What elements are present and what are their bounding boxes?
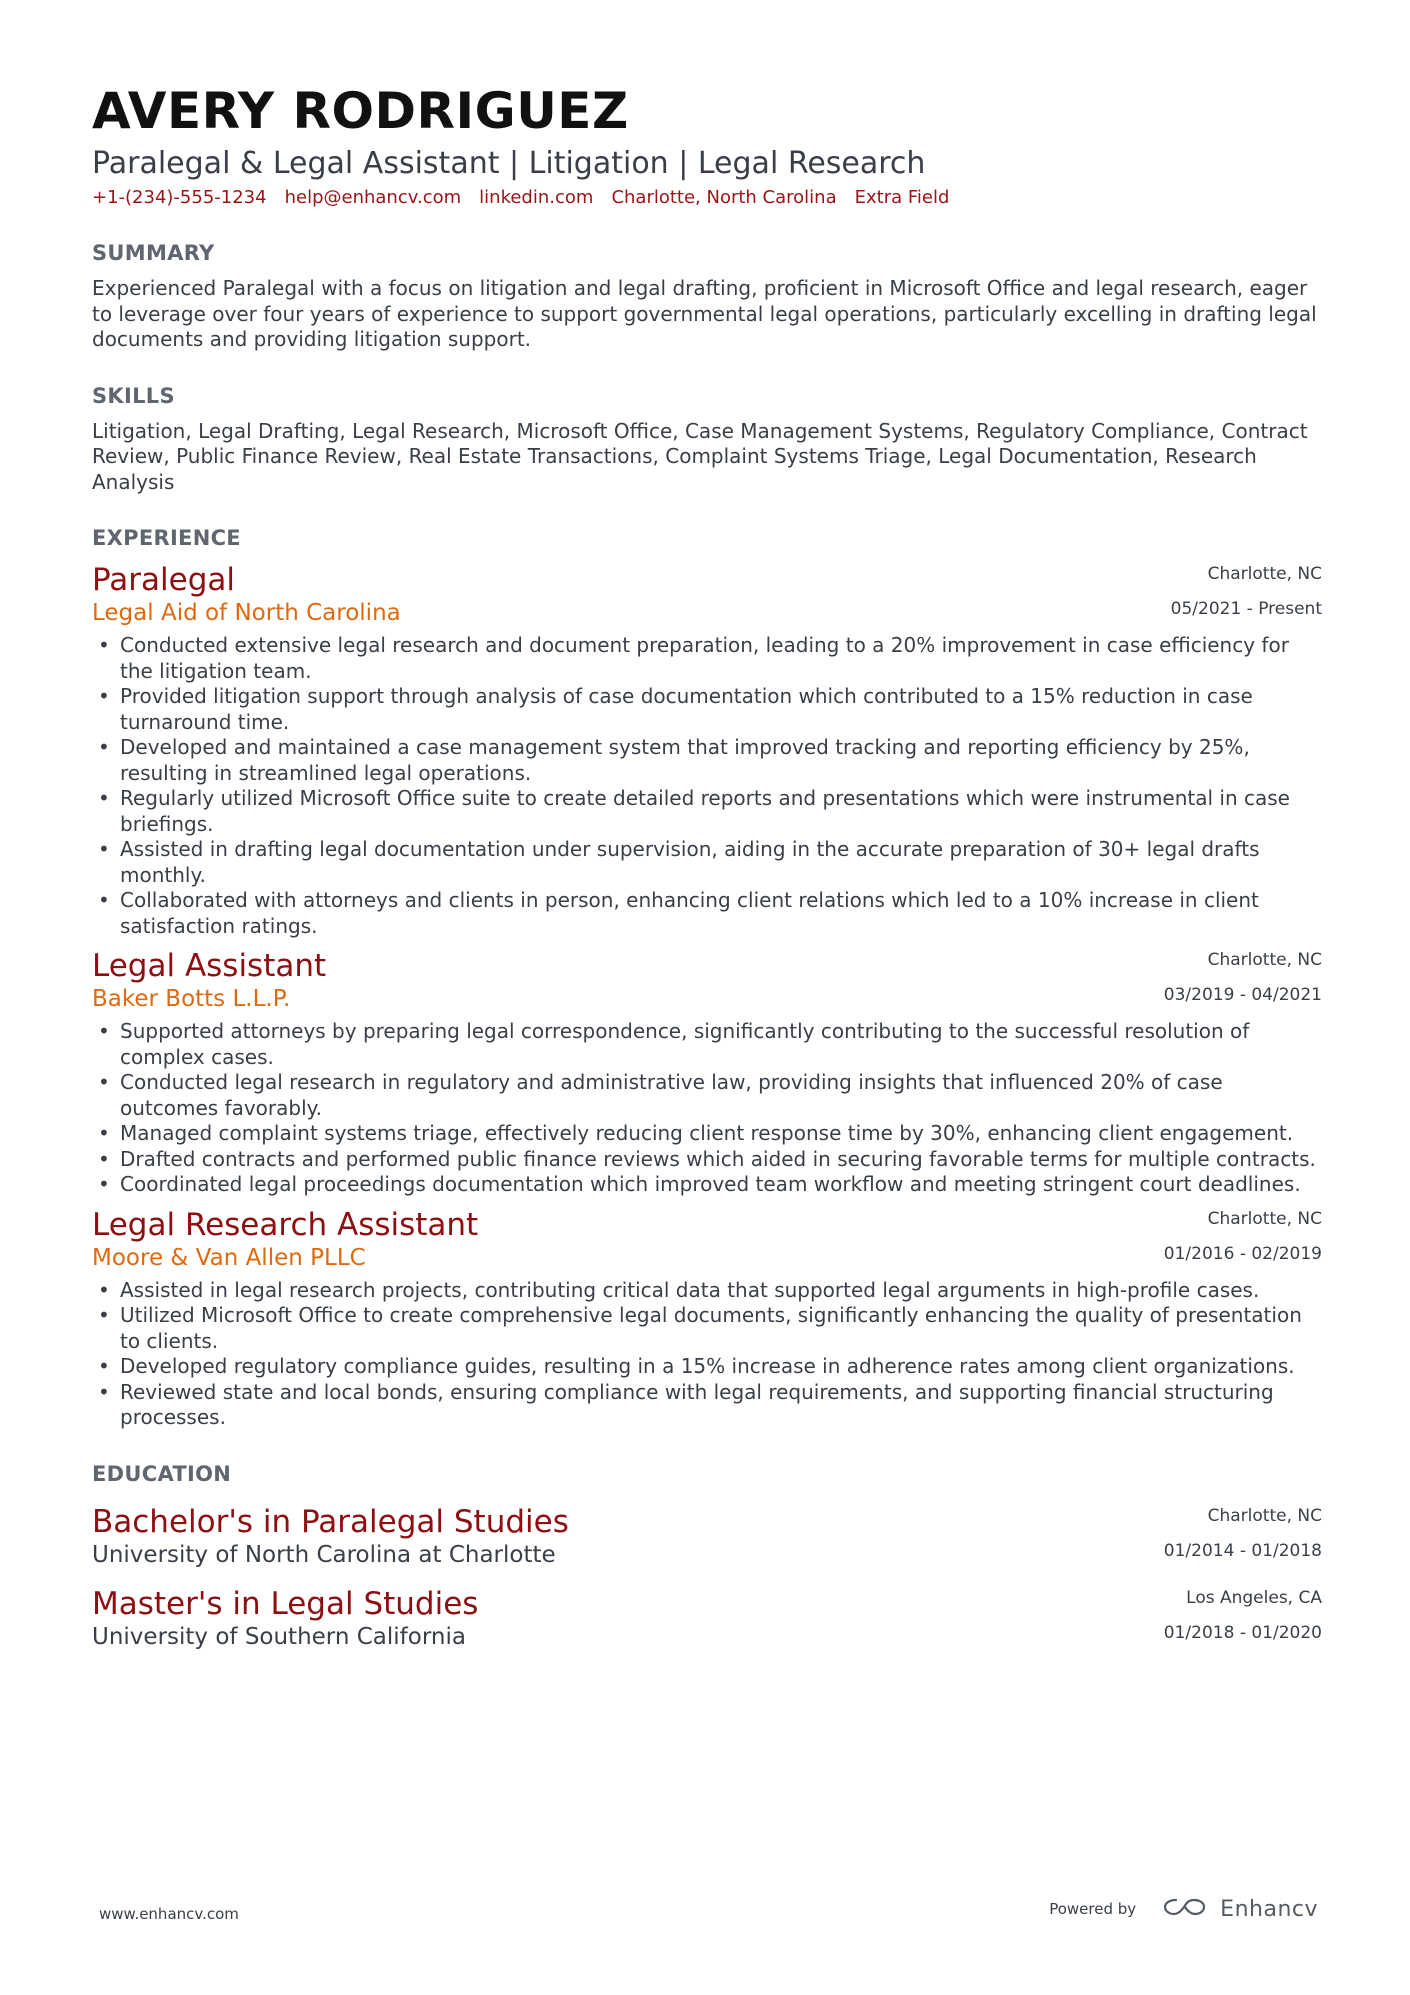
job-company: Baker Botts L.L.P. (92, 986, 291, 1012)
bullet-item: • Assisted in drafting legal documentation under supervision, aiding in the accurate preparation of 30+ legal drafts monthly. (92, 837, 1322, 888)
summary-text: Experienced Paralegal with a focus on litigation and legal drafting, proficient in Microsoft Office and legal research, eager to leverage over four years of experience to support governmental legal operations, particularly excelling in drafting legal documents and providing litigation support. (92, 276, 1317, 351)
bullet-item: • Assisted in legal research projects, contributing critical data that supported legal arguments in high-profile cases. (92, 1278, 1322, 1304)
contact-line (92, 186, 1322, 210)
bullet-item: • Supported attorneys by preparing legal correspondence, significantly contributing to the successful resolution of complex cases. (92, 1019, 1322, 1070)
bullet-item: • Developed regulatory compliance guides, resulting in a 15% increase in adherence rates among client organizations. (92, 1354, 1322, 1380)
education-dates: 01/2014 - 01/2018 (1163, 1540, 1322, 1561)
powered-by-label: Powered by (1049, 1900, 1137, 1918)
job-dates: 01/2016 - 02/2019 (1163, 1243, 1322, 1264)
resume-page (92, 82, 1322, 1651)
experience-title: EXPERIENCE (92, 526, 241, 550)
education-section (92, 1461, 1322, 1651)
contact-extra-field: Extra Field (854, 187, 950, 208)
job-location: Charlotte, NC (1207, 1208, 1322, 1229)
bullet-item: • Utilized Microsoft Office to create comprehensive legal documents, significantly enhancing the quality of presentation to clients. (92, 1303, 1322, 1354)
bullet-item: • Managed complaint systems triage, effectively reducing client response time by 30%, enhancing client engagement. (92, 1121, 1322, 1147)
degree-title: Bachelor's in Paralegal Studies (92, 1503, 569, 1540)
contact-phone[interactable]: +1-(234)-555-1234 (92, 187, 267, 208)
job-bullets (92, 633, 1322, 939)
job-role: Legal Assistant (92, 948, 327, 984)
bullet-item: • Drafted contracts and performed public finance reviews which aided in securing favorable terms for multiple contracts. (92, 1147, 1322, 1173)
job-location: Charlotte, NC (1207, 564, 1322, 584)
contact-email[interactable]: help@enhancv.com (284, 187, 462, 208)
skills-section (92, 383, 1322, 496)
footer-branding[interactable] (1049, 1896, 1318, 1922)
contact-linkedin[interactable]: linkedin.com (479, 187, 594, 208)
job-dates: 05/2021 - Present (1170, 599, 1322, 619)
bullet-item: • Provided litigation support through analysis of case documentation which contributed to a 15% reduction in case turnaround time. (92, 684, 1322, 735)
job-company: Moore & Van Allen PLLC (92, 1244, 366, 1271)
degree-title: Master's in Legal Studies (92, 1585, 479, 1622)
job-bullets (92, 1019, 1322, 1198)
brand-name: Enhancv (1220, 1896, 1318, 1922)
job-company: Legal Aid of North Carolina (92, 600, 401, 626)
experience-entry (92, 947, 1322, 1198)
school-name: University of North Carolina at Charlotte (92, 1541, 556, 1568)
job-location: Charlotte, NC (1207, 950, 1322, 970)
education-entry (92, 1503, 1322, 1569)
bullet-item: • Regularly utilized Microsoft Office suite to create detailed reports and presentations which were instrumental in case briefings. (92, 786, 1322, 837)
bullet-item: • Coordinated legal proceedings documentation which improved team workflow and meeting stringent court deadlines. (92, 1172, 1322, 1198)
skills-title: SKILLS (92, 383, 175, 408)
bullet-item: • Conducted legal research in regulatory and administrative law, providing insights that influenced 20% of case outcomes favorably. (92, 1070, 1322, 1121)
skills-text: Litigation, Legal Drafting, Legal Research, Microsoft Office, Case Management Systems, Regulatory Compliance, Contract Review, Public Finance Review, Real Estate Transactions, Complaint Systems Triage, Legal Documentation, Research Analysis (92, 418, 1308, 494)
education-dates: 01/2018 - 01/2020 (1163, 1622, 1322, 1643)
experience-entry (92, 1206, 1322, 1431)
experience-section (92, 525, 1322, 1431)
school-name: University of Southern California (92, 1623, 466, 1650)
enhancv-logo-icon (1162, 1896, 1208, 1922)
education-entry (92, 1585, 1322, 1651)
bullet-item: • Collaborated with attorneys and clients in person, enhancing client relations which led to a 10% increase in client satisfaction ratings. (92, 888, 1322, 939)
contact-location: Charlotte, North Carolina (611, 187, 837, 208)
job-dates: 03/2019 - 04/2021 (1163, 985, 1322, 1005)
education-title: EDUCATION (92, 1461, 232, 1486)
bullet-item: • Reviewed state and local bonds, ensuring compliance with legal requirements, and supporting financial structuring processes. (92, 1380, 1322, 1431)
job-role: Legal Research Assistant (92, 1206, 479, 1243)
footer-website[interactable]: www.enhancv.com (99, 1905, 239, 1923)
candidate-name: AVERY RODRIGUEZ (92, 82, 629, 140)
school-location: Charlotte, NC (1207, 1505, 1322, 1526)
candidate-headline: Paralegal & Legal Assistant | Litigation | Legal Research (92, 146, 926, 181)
summary-title: SUMMARY (92, 241, 215, 265)
bullet-item: • Conducted extensive legal research and document preparation, leading to a 20% improvement in case efficiency for the litigation team. (92, 633, 1322, 684)
bullet-item: • Developed and maintained a case management system that improved tracking and reporting efficiency by 25%, resulting in streamlined legal operations. (92, 735, 1322, 786)
experience-entry (92, 561, 1322, 939)
summary-section (92, 240, 1322, 353)
school-location: Los Angeles, CA (1186, 1587, 1322, 1608)
job-bullets (92, 1278, 1322, 1431)
job-role: Paralegal (92, 562, 236, 598)
